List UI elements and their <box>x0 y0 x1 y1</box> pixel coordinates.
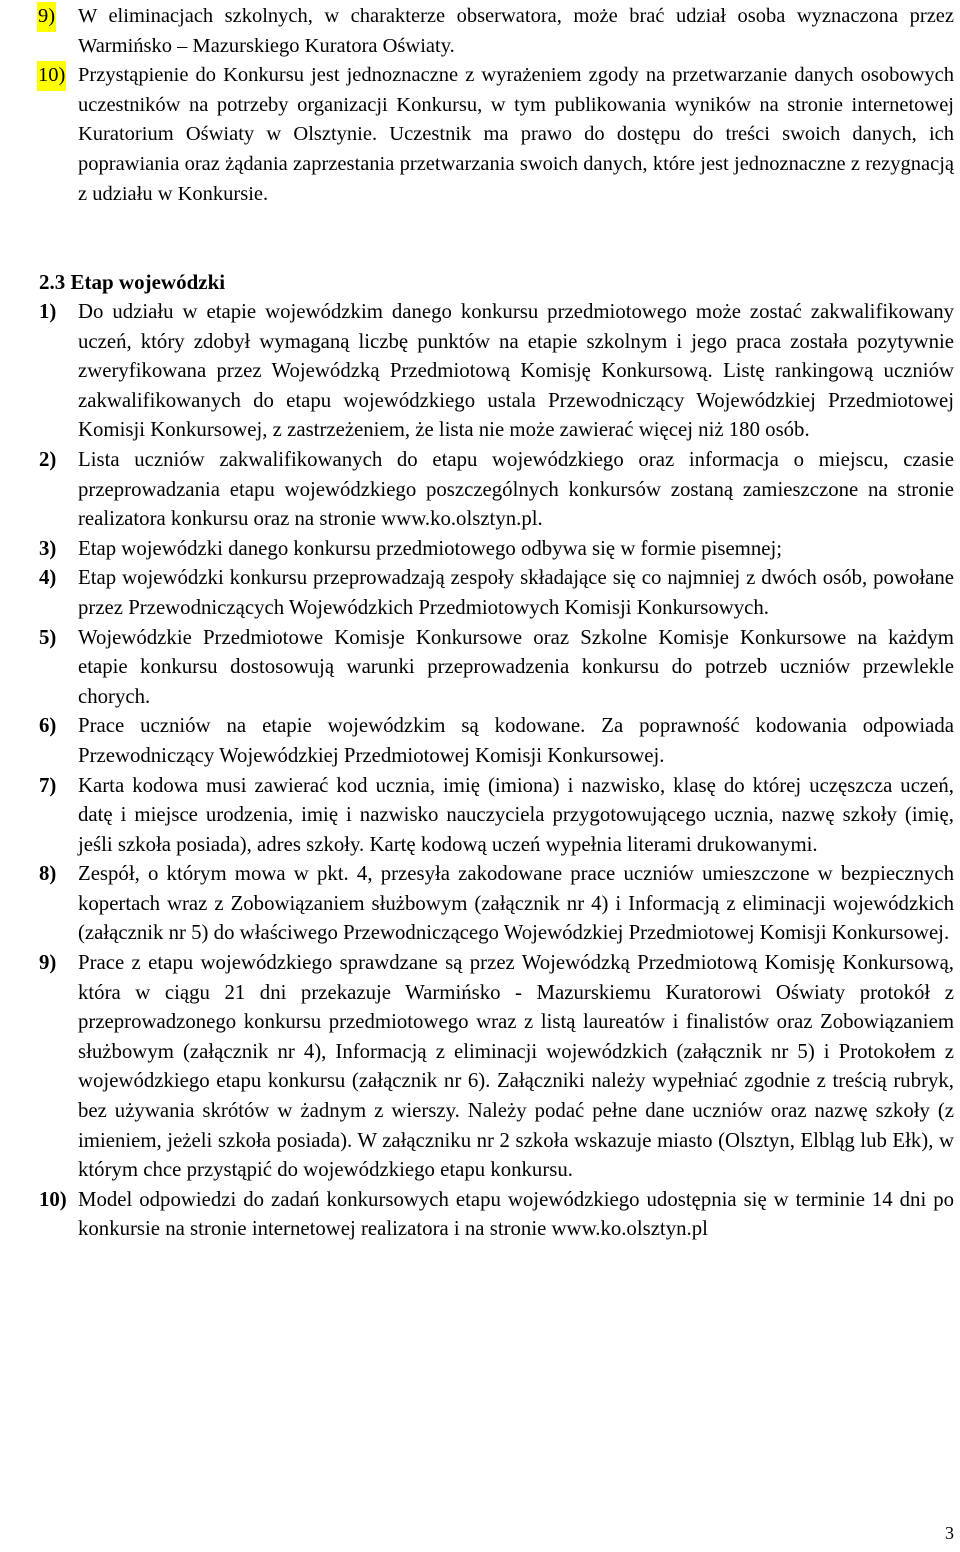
list-item <box>0 771 960 860</box>
item-text: Prace uczniów na etapie wojewódzkim są kodowane. Za poprawność kodowania odpowiada Przewodniczący Wojewódzkiej Przedmiotowej Komisji Konkursowej. <box>78 714 954 767</box>
item-text: Model odpowiedzi do zadań konkursowych etapu wojewódzkiego udostępnia się w terminie 14 dni po konkursie na stronie internetowej realizatora i na stronie www.ko.olsztyn.pl <box>78 1187 954 1241</box>
item-text: Wojewódzkie Przedmiotowe Komisje Konkursowe oraz Szkolne Komisje Konkursowe na każdym etapie konkursu dostosowują warunki przeprowadzenia konkursu do potrzeb uczniów przewlekle chorych. <box>78 625 954 708</box>
item-number: 8) <box>39 862 57 886</box>
list-item <box>0 1185 960 1244</box>
list-item <box>0 61 960 209</box>
item-number: 3) <box>39 536 57 560</box>
section-eliminacje-szkolne <box>0 2 960 209</box>
section-etap-wojewodzki <box>0 297 960 1244</box>
item-text: Przystąpienie do Konkursu jest jednoznaczne z wyrażeniem zgody na przetwarzanie danych osobowych uczestników na potrzeby organizacji Konkursu, w tym publikowania wyników na stronie internetowej Kuratorium Oświaty w Olsztynie. Uczestnik ma prawo do dostępu do treści swoich danych, ich poprawiania oraz żądania zaprzestania przetwarzania swoich danych, które jest jednoznaczne z rezygnacją z udziału w Konkursie. <box>78 64 954 205</box>
item-text: Karta kodowa musi zawierać kod ucznia, imię (imiona) i nazwisko, klasę do której uczęszcza uczeń, datę i miejsce urodzenia, imię i nazwisko nauczyciela przygotowującego ucznia, nazwę szkoły (imię, jeśli szkoła posiada), adres szkoły. Kartę kodową uczeń wypełnia literami drukowanymi. <box>78 773 954 856</box>
item-number: 9) <box>39 951 57 975</box>
list-item <box>0 2 960 61</box>
item-number: 7) <box>39 773 57 797</box>
item-number-highlighted: 9) <box>37 2 56 32</box>
item-text: Etap wojewódzki danego konkursu przedmiotowego odbywa się w formie pisemnej; <box>78 536 783 560</box>
list-item <box>0 623 960 712</box>
item-number-highlighted: 10) <box>37 61 66 91</box>
list-item <box>0 563 960 622</box>
item-text: Zespół, o którym mowa w pkt. 4, przesyła zakodowane prace uczniów umieszczone w bezpiecznych kopertach wraz z Zobowiązaniem służbowym (załącznik nr 4) i Informacją z eliminacji wojewódzkich (załącznik nr 5) do właściwego Przewodniczącego Wojewódzkiej Przedmiotowej Komisji Konkursowej. <box>78 862 954 945</box>
section-heading: 2.3 Etap wojewódzki <box>39 270 226 294</box>
item-text: Etap wojewódzki konkursu przeprowadzają zespoły składające się co najmniej z dwóch osób, powołane przez Przewodniczących Wojewódzkich Przedmiotowych Komisji Konkursowych. <box>78 566 954 619</box>
list-item <box>0 297 960 445</box>
item-number: 6) <box>39 714 57 738</box>
item-text: Lista uczniów zakwalifikowanych do etapu wojewódzkiego oraz informacja o miejscu, czasie przeprowadzania etapu wojewódzkiego poszczególnych konkursów zostaną zamieszczone na stronie realizatora konkursu oraz na stronie www.ko.olsztyn.pl. <box>78 447 954 531</box>
item-text: Prace z etapu wojewódzkiego sprawdzane są przez Wojewódzką Przedmiotową Komisję Konkursową, która w ciągu 21 dni przekazuje Warmińsko - Mazurskiemu Kuratorowi Oświaty protokół z przeprowadzonego konkursu przedmiotowego wraz z listą laureatów i finalistów oraz Zobowiązaniem służbowym (załącznik nr 4), Informacją z eliminacji wojewódzkich (załącznik nr 5) i Protokołem z wojewódzkiego etapu konkursu (załącznik nr 6). Załączniki należy wypełniać zgodnie z treścią rubryk, bez używania skrótów w żadnym z wierszy. Należy podać pełne dane uczniów oraz nazwę szkoły (z imieniem, jeżeli szkoła posiada). W załączniku nr 2 szkoła wskazuje miasto (Olsztyn, Elbląg lub Ełk), w którym chce przystąpić do wojewódzkiego etapu konkursu. <box>78 951 954 1182</box>
list-item <box>0 445 960 534</box>
list-item <box>0 711 960 770</box>
list-item <box>0 948 960 1185</box>
item-number: 4) <box>39 566 57 590</box>
item-text: Do udziału w etapie wojewódzkim danego konkursu przedmiotowego może zostać zakwalifikowany uczeń, który zdobył wymaganą liczbę punktów na etapie szkolnym i jego praca została pozytywnie zweryfikowana przez Wojewódzką Przedmiotową Komisję Konkursową. Listę rankingową uczniów zakwalifikowanych do etapu wojewódzkiego ustala Przewodniczący Wojewódzkiej Przedmiotowej Komisji Konkursowej, z zastrzeżeniem, że lista nie może zawierać więcej niż 180 osób. <box>78 300 954 442</box>
list-item <box>0 534 960 564</box>
item-number: 5) <box>39 625 57 649</box>
item-number: 1) <box>39 300 57 323</box>
item-text: W eliminacjach szkolnych, w charakterze obserwatora, może brać udział osoba wyznaczona przez Warmińsko – Mazurskiego Kuratora Oświaty. <box>78 5 954 57</box>
item-number: 2) <box>39 447 57 471</box>
page-number: 3 <box>945 1523 954 1543</box>
item-number: 10) <box>39 1187 67 1211</box>
list-item <box>0 859 960 948</box>
